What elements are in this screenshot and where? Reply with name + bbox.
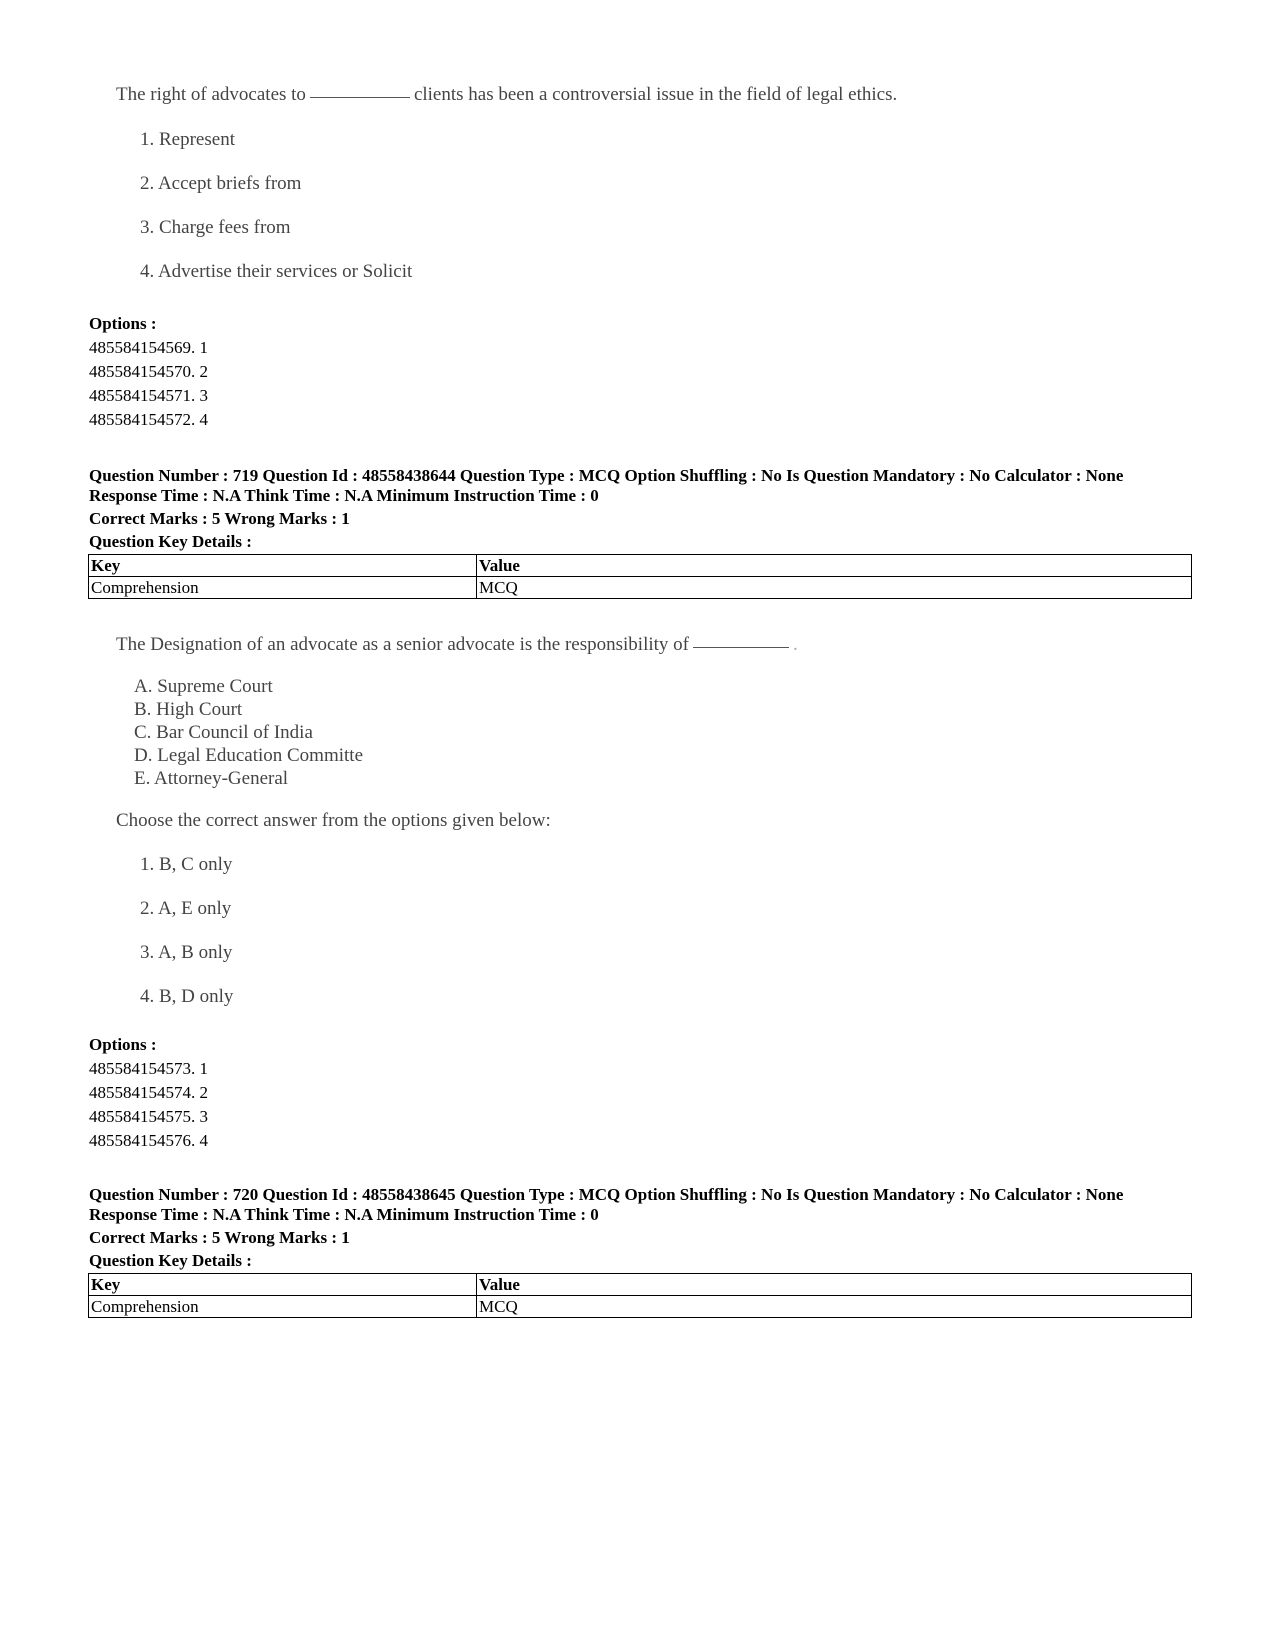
- answer-blank: [693, 646, 789, 648]
- question-718-options: [89, 312, 208, 432]
- question-720-key-table: [88, 1273, 1192, 1318]
- option-id: 485584154571. 3: [89, 386, 208, 405]
- question-719-meta-line1: Question Number : 719 Question Id : 48558438644 Question Type : MCQ Option Shuffling : No Is Question Mandatory : No Calculator : None: [89, 466, 1124, 485]
- question-720-meta-line1: Question Number : 720 Question Id : 48558438645 Question Type : MCQ Option Shuffling : No Is Question Mandatory : No Calculator : None: [89, 1185, 1124, 1204]
- options-heading: Options :: [89, 314, 157, 333]
- question-719-key-table: [88, 554, 1192, 599]
- table-header-row: [89, 555, 1192, 577]
- option-id: 485584154574. 2: [89, 1083, 208, 1102]
- question-720-meta-line2: Response Time : N.A Think Time : N.A Minimum Instruction Time : 0: [89, 1205, 599, 1224]
- question-720-key-details-heading: Question Key Details :: [89, 1251, 252, 1270]
- option-id: 485584154572. 4: [89, 410, 208, 429]
- table-cell-value: MCQ: [477, 1296, 1192, 1318]
- statement-a: A. Supreme Court: [134, 676, 273, 697]
- option-id: 485584154576. 4: [89, 1131, 208, 1150]
- question-719-option-4: 4. B, D only: [140, 986, 234, 1007]
- question-718-stem: [116, 84, 897, 106]
- options-heading: Options :: [89, 1035, 157, 1054]
- statement-c: C. Bar Council of India: [134, 722, 313, 743]
- question-718-stem-before: The right of advocates to: [116, 84, 306, 105]
- question-718-option-1: 1. Represent: [140, 129, 235, 150]
- table-row: [89, 1296, 1192, 1318]
- table-header-row: [89, 1274, 1192, 1296]
- option-id: 485584154569. 1: [89, 338, 208, 357]
- question-719-option-3: 3. A, B only: [140, 942, 233, 963]
- option-id: 485584154570. 2: [89, 362, 208, 381]
- table-header-key: Key: [89, 555, 477, 577]
- question-720-marks: Correct Marks : 5 Wrong Marks : 1: [89, 1228, 350, 1247]
- question-718-option-2: 2. Accept briefs from: [140, 173, 302, 194]
- table-header-key: Key: [89, 1274, 477, 1296]
- choose-instruction: Choose the correct answer from the options given below:: [116, 810, 551, 831]
- question-718-option-3: 3. Charge fees from: [140, 217, 291, 238]
- statement-b: B. High Court: [134, 699, 243, 720]
- question-719-meta-line2: Response Time : N.A Think Time : N.A Minimum Instruction Time : 0: [89, 486, 599, 505]
- answer-blank: [310, 96, 410, 98]
- option-id: 485584154575. 3: [89, 1107, 208, 1126]
- table-header-value: Value: [477, 1274, 1192, 1296]
- question-719-options: [89, 1033, 208, 1153]
- question-719-key-details-heading: Question Key Details :: [89, 532, 252, 551]
- question-718-option-4: 4. Advertise their services or Solicit: [140, 261, 413, 282]
- question-719-image: [0, 620, 1275, 1020]
- statement-e: E. Attorney-General: [134, 768, 289, 789]
- question-719-stem-text: The Designation of an advocate as a senior advocate is the responsibility of: [116, 634, 689, 655]
- question-719-marks: Correct Marks : 5 Wrong Marks : 1: [89, 509, 350, 528]
- question-718-stem-after: clients has been a controversial issue in the field of legal ethics.: [413, 84, 898, 105]
- question-719-option-2: 2. A, E only: [140, 898, 232, 919]
- question-720-meta: [89, 1185, 1199, 1271]
- table-header-value: Value: [477, 555, 1192, 577]
- table-cell-key: Comprehension: [89, 1296, 477, 1318]
- question-719-stem: [116, 634, 798, 656]
- option-id: 485584154573. 1: [89, 1059, 208, 1078]
- question-718-image: [0, 0, 1275, 300]
- question-719-stem-end: .: [793, 634, 798, 655]
- question-719-meta: [89, 466, 1199, 552]
- table-cell-key: Comprehension: [89, 577, 477, 599]
- table-row: [89, 577, 1192, 599]
- statement-d: D. Legal Education Committe: [134, 745, 364, 766]
- table-cell-value: MCQ: [477, 577, 1192, 599]
- question-719-option-1: 1. B, C only: [140, 854, 233, 875]
